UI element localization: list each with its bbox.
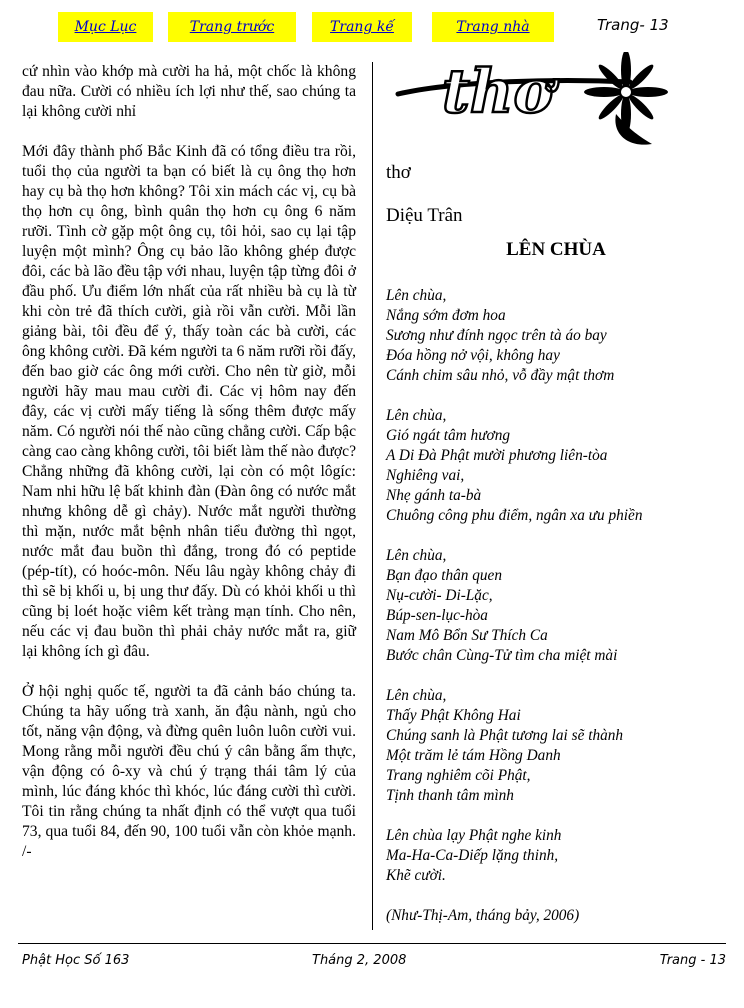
poem-line: Một trăm lẻ tám Hồng Danh (386, 747, 561, 764)
footer-publication: Phật Học Số 163 (22, 953, 130, 968)
poem-stanza (386, 406, 736, 526)
poem-line: Thấy Phật Không Hai (386, 707, 521, 724)
logo-text: thơ (442, 57, 554, 127)
nav-trang-truoc-link[interactable]: Trang trước (168, 12, 296, 42)
poem-line: Nụ-cười- Di-Lặc, (386, 587, 493, 604)
article-paragraph: Mới đây thành phố Bắc Kinh đã có tổng điều tra rồi, tuổi thọ của người ta bạn có biết là cụ ông thọ hơn hay cụ bà thọ hơn không? Tôi xin mách các vị, cụ bà thọ hơn cụ ông, bình quân thọ hơn cụ ông 6 năm rưỡi. Tình cờ gặp một ông cụ, tôi hỏi, sao cụ lại tập luyện một mình? Ông cụ bảo lão không ghép được đôi, các bà lão đều tập với nhau, luyện tập từng đôi ở đầu phố. Ưu điểm lớn nhất của rất nhiều bà cụ là từ khi còn trẻ đã thích cười, già rồi vẫn cười. Mỗi lần giảng bài, tôi đều để ý, thấy toàn các bà cười, các ông không cười. Đã kém người ta 6 năm rưỡi rồi đấy, đến bao giờ các ông mới cười. Cho nên từ giờ, mỗi người hãy mau mau cười đi. Các vị hôm nay đến đây, các vị cười mấy tiếng là sống thêm được mấy năm. Có người nói thế nào cũng chẳng cười. Cấp bậc càng cao càng không cười, tôi biết làm thế nào được? Chẳng những đã không cười, lại còn có một lôgíc: Nam nhi hữu lệ bất khinh đàn (Đàn ông có nước mắt nhưng không dễ gì chảy). Nước mắt người thường thì mặn, nước mắt bệnh nhân tiểu đường thì ngọt, nước mắt đau buồn thì đắng, trong đó có peptide (pép-tít), có hoóc-môn. Nếu lâu ngày không chảy đi thì sẽ bị khối u, bị ung thư đấy. Dù có khỏi khối u thì cũng bị loét hoặc viêm kết tràng mạn tính. Cho nên, nếu các vị đau buồn thì phải chảy nước mắt ra, giữ lại không ích gì đâu. (22, 143, 356, 660)
poem-line: Đóa hồng nở vội, không hay (386, 347, 560, 364)
poem-stanza (386, 686, 736, 806)
poem-line: Tịnh thanh tâm mình (386, 787, 514, 804)
poem-line: Nghiêng vai, (386, 467, 465, 484)
poem-line: Búp-sen-lục-hòa (386, 607, 488, 624)
poem-author: Diệu Trân (386, 205, 463, 226)
poem-line: Lên chùa, (386, 287, 447, 304)
article-column (22, 62, 356, 882)
poem-line: Chuông công phu điểm, ngân xa ưu phiền (386, 507, 643, 524)
poem-line: Nam Mô Bổn Sư Thích Ca (386, 627, 548, 644)
poem-line: A Di Đà Phật mười phương liên-tòa (386, 447, 608, 464)
poem-line: Nhẹ gánh ta-bà (386, 487, 482, 504)
poem-stanza (386, 286, 736, 386)
flower-icon (584, 52, 668, 145)
poem-line: Lên chùa lạy Phật nghe kinh (386, 827, 562, 844)
poem-line: Chúng sanh là Phật tương lai sẽ thành (386, 727, 624, 744)
poem-line: Gió ngát tâm hương (386, 427, 511, 444)
section-category: thơ (386, 162, 411, 183)
poem-stanza (386, 906, 736, 926)
poem-line: Lên chùa, (386, 687, 447, 704)
poem-line: Nắng sớm đơm hoa (386, 307, 506, 324)
column-divider (372, 62, 373, 930)
poem-line: Lên chùa, (386, 407, 447, 424)
tho-logo (390, 52, 690, 152)
page-footer (22, 953, 726, 973)
poem-line: Trang nghiêm cõi Phật, (386, 767, 531, 784)
poem-line: Bạn đạo thân quen (386, 567, 502, 584)
poem-title: LÊN CHÙA (506, 239, 606, 260)
nav-trang-ke-link[interactable]: Trang kế (312, 12, 412, 42)
nav-trang-nha-link[interactable]: Trang nhà (432, 12, 554, 42)
poem-stanza (386, 546, 736, 666)
page-number-corner: Trang- 13 (597, 16, 669, 34)
poem-line: Khẽ cười. (386, 867, 446, 884)
poem-line: Sương như đính ngọc trên tà áo bay (386, 327, 607, 344)
poem-line: Bước chân Cùng-Tử tìm cha miệt mài (386, 647, 618, 664)
footer-page-number: Trang - 13 (659, 953, 726, 968)
article-paragraph: cứ nhìn vào khớp mà cười ha hả, một chốc là không đau nữa. Cười có nhiều ích lợi như thế, sao chúng ta lại không cười nhỉ (22, 63, 356, 120)
poem-line: Cánh chim sâu nhỏ, vỗ đầy mật thơm (386, 367, 615, 384)
footer-date: Tháng 2, 2008 (312, 953, 407, 968)
poem-stanza (386, 826, 736, 886)
footer-divider (18, 943, 726, 944)
poem-line: (Như-Thị-Am, tháng bảy, 2006) (386, 907, 580, 924)
nav-muc-luc-link[interactable]: Mục Lục (58, 12, 153, 42)
poem-line: Ma-Ha-Ca-Diếp lặng thinh, (386, 847, 559, 864)
poem-line: Lên chùa, (386, 547, 447, 564)
article-paragraph: Ở hội nghị quốc tế, người ta đã cảnh báo chúng ta. Chúng ta hãy uống trà xanh, ăn đậu nành, ngủ cho tốt, năng vận động, và đừng quên luôn luôn cười vui. Mong rằng mỗi người đều chú ý cân bằng ẩm thực, vận động có ô-xy và chú ý trạng thái tâm lý của mình, lúc đáng khóc thì khóc, lúc đáng cười thì cười. Tôi tin rằng chúng ta nhất định có thể vượt qua tuổi 73, qua tuổi 84, đến 90, 100 tuổi vẫn còn khỏe mạnh. /- (22, 683, 356, 860)
poem-body (386, 286, 736, 946)
